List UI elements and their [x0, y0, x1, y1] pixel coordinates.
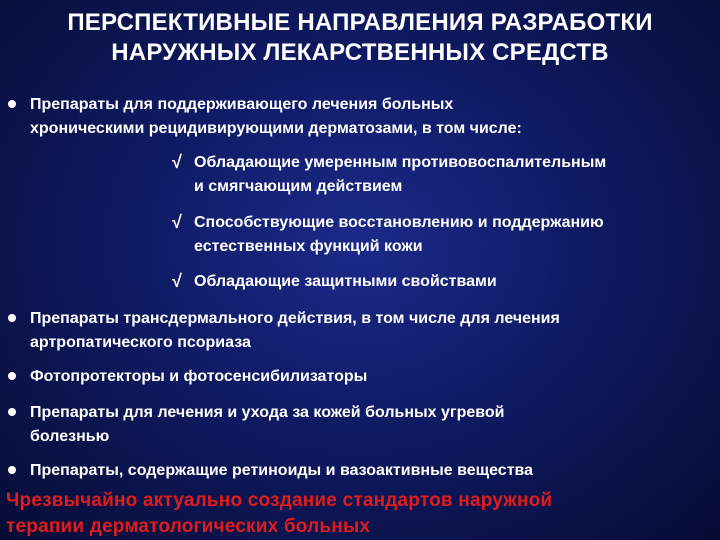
- bullet-dot-icon: [8, 408, 16, 416]
- bullet-4-line-1: Препараты для лечения и ухода за кожей больных угревой: [30, 404, 505, 421]
- bullet-dot-icon: [8, 100, 16, 108]
- check-icon: √: [172, 152, 182, 172]
- footer-note: [6, 488, 718, 540]
- bullet-dot-icon: [8, 466, 16, 474]
- slide-title: [0, 8, 720, 68]
- sub-item-2-line-1: Способствующие восстановлению и поддержанию: [194, 214, 604, 231]
- sub-item-3-line-1: Обладающие защитными свойствами: [194, 273, 497, 290]
- bullet-5-line-1: Препараты, содержащие ретиноиды и вазоактивные вещества: [30, 462, 534, 479]
- footer-line-2: терапии дерматологических больных: [6, 516, 371, 537]
- bullet-3-line-1: Фотопротекторы и фотосенсибилизаторы: [30, 368, 368, 385]
- title-line-1: ПЕРСПЕКТИВНЫЕ НАПРАВЛЕНИЯ РАЗРАБОТКИ: [67, 9, 653, 36]
- bullet-dot-icon: [8, 372, 16, 380]
- bullet-2-line-2: артропатического псориаза: [30, 334, 251, 351]
- bullet-2-line-1: Препараты трансдермального действия, в том числе для лечения: [30, 310, 560, 327]
- check-icon: √: [172, 271, 182, 291]
- bullet-1-line-1: Препараты для поддерживающего лечения больных: [30, 96, 454, 113]
- sub-item-1-line-1: Обладающие умеренным противовоспалительным: [194, 154, 607, 171]
- sub-item-1-line-2: и смягчающим действием: [194, 178, 403, 195]
- sub-item-2-line-2: естественных функций кожи: [194, 238, 423, 255]
- title-line-2: НАРУЖНЫХ ЛЕКАРСТВЕННЫХ СРЕДСТВ: [111, 39, 609, 66]
- footer-line-1: Чрезвычайно актуально создание стандартов наружной: [6, 490, 553, 511]
- bullet-4-line-2: болезнью: [30, 428, 110, 445]
- bullet-dot-icon: [8, 314, 16, 322]
- bullet-1-line-2: хроническими рецидивирующими дерматозами, в том числе:: [30, 120, 522, 137]
- check-icon: √: [172, 212, 182, 232]
